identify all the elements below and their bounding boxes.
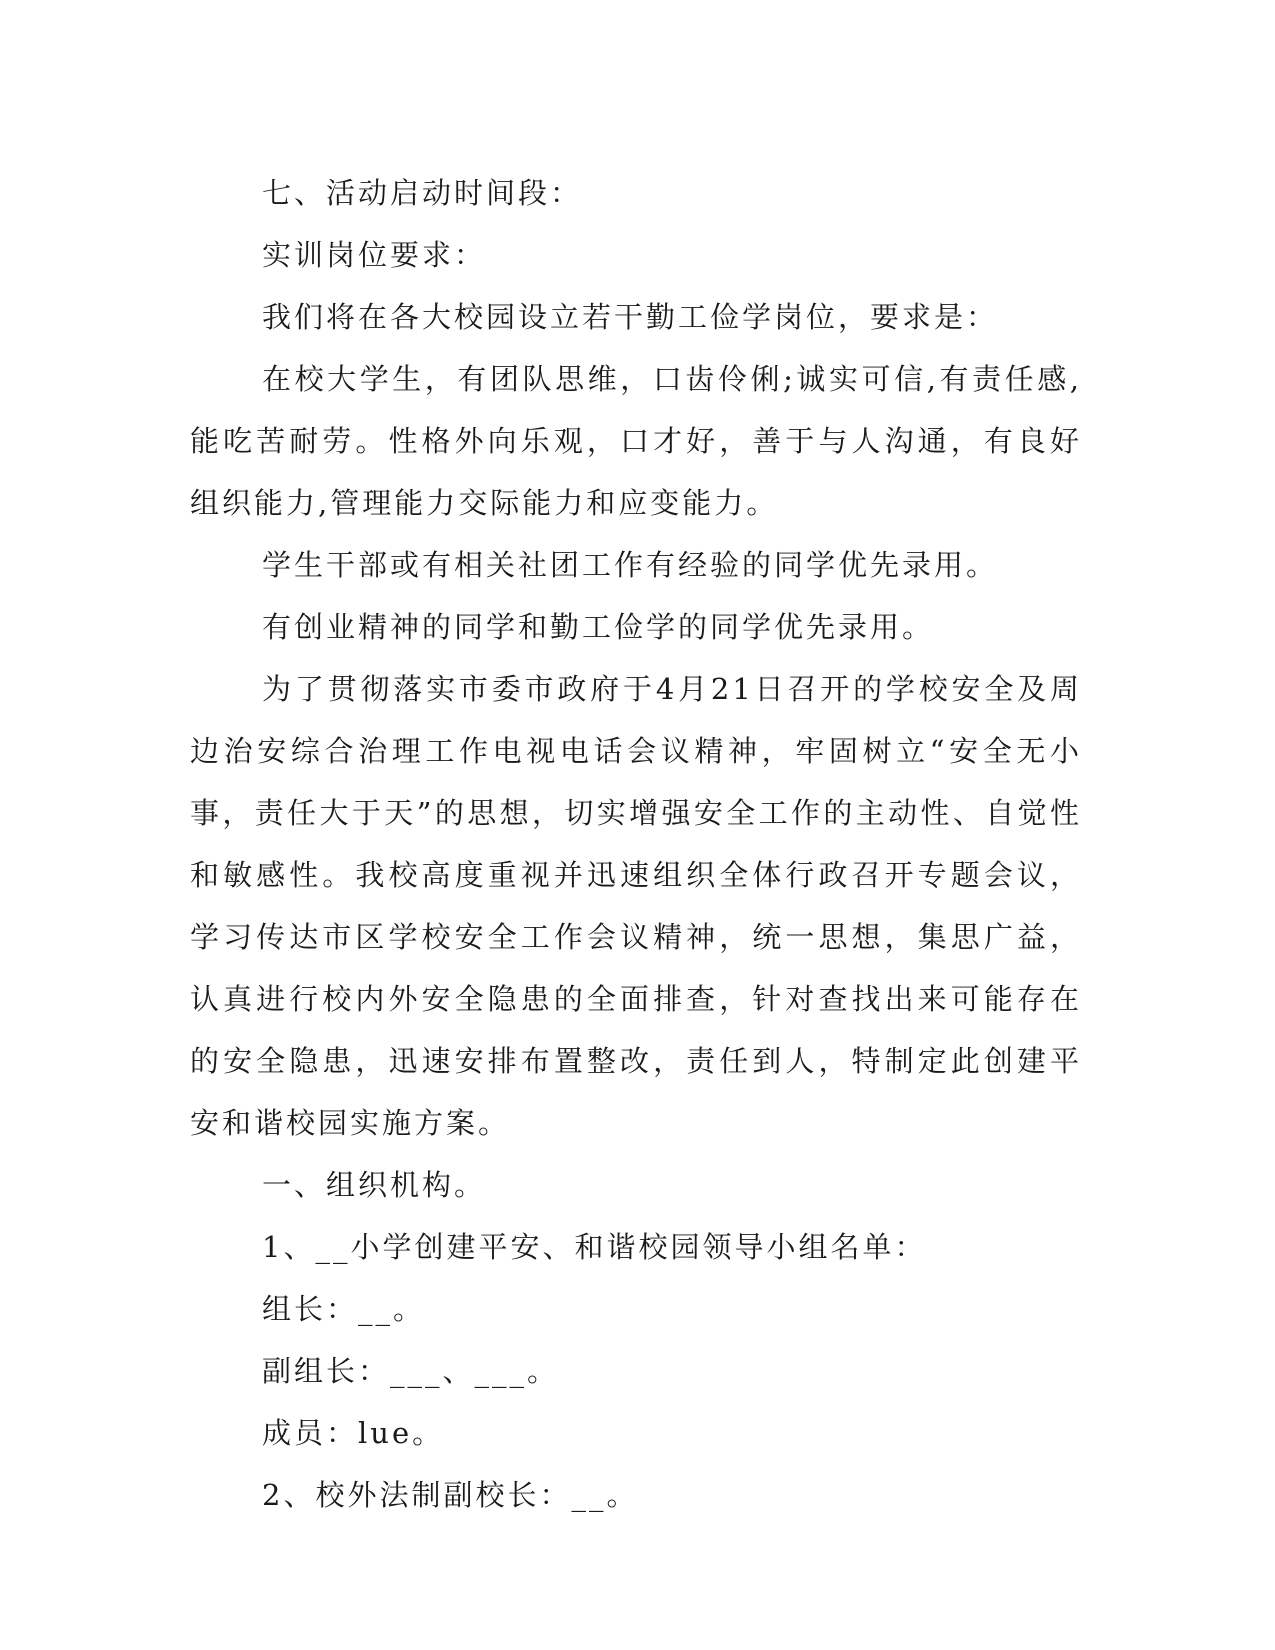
- document-body: [190, 162, 1082, 1526]
- paragraph-leadership-group-list: 1、__小学创建平安、和谐校园领导小组名单：: [262, 1230, 927, 1264]
- paragraph-entrepreneurs-priority: 有创业精神的同学和勤工俭学的同学优先录用。: [262, 610, 935, 644]
- paragraph-legal-vice-principal: 2、校外法制副校长：__。: [262, 1478, 639, 1512]
- paragraph-members: 成员：lue。: [262, 1416, 445, 1450]
- paragraph-organization-heading: 一、组织机构。: [262, 1168, 487, 1202]
- paragraph-student-leaders-priority: 学生干部或有相关社团工作有经验的同学优先录用。: [262, 548, 999, 582]
- paragraph-work-study-posts: 我们将在各大校园设立若干勤工俭学岗位，要求是：: [262, 300, 999, 334]
- paragraph-activity-start-time: 七、活动启动时间段：: [262, 176, 583, 210]
- paragraph-deputy-leaders: 副组长：___、___。: [262, 1354, 560, 1388]
- paragraph-safety-campaign: 为了贯彻落实市委市政府于4月21日召开的学校安全及周边治安综合治理工作电视电话会议精神，牢固树立“安全无小事，责任大于天”的思想，切实增强安全工作的主动性、自觉性和敏感性。我校高度重视并迅速组织全体行政召开专题会议，学习传达市区学校安全工作会议精神，统一思想，集思广益，认真进行校内外安全隐患的全面排查，针对查找出来可能存在的安全隐患，迅速安排布置整改，责任到人，特制定此创建平安和谐校园实施方案。: [190, 672, 1082, 1140]
- paragraph-training-post-requirements: 实训岗位要求：: [262, 238, 487, 272]
- paragraph-group-leader: 组长：__。: [262, 1292, 426, 1326]
- paragraph-student-qualities: 在校大学生，有团队思维，口齿伶俐;诚实可信,有责任感,能吃苦耐劳。性格外向乐观，口才好，善于与人沟通，有良好组织能力,管理能力交际能力和应变能力。: [190, 362, 1082, 520]
